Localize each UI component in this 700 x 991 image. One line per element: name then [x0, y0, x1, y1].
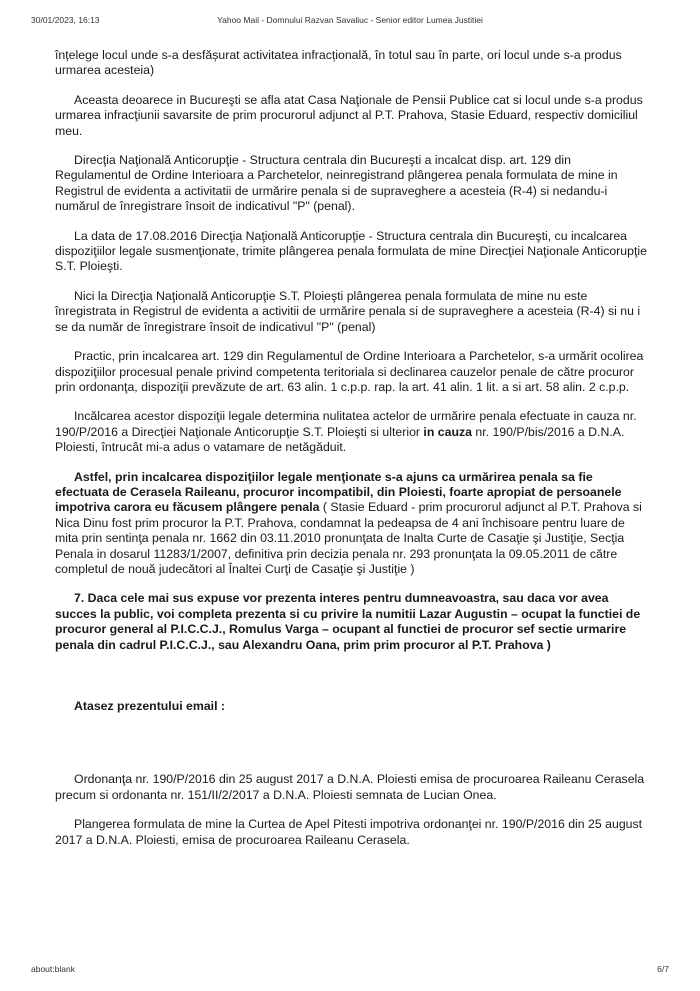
print-footer: [0, 964, 700, 978]
page-number: 6/7: [657, 964, 669, 974]
paragraph-4: La data de 17.08.2016 Direcţia Naţională Anticorupţie - Structura centrala din Bucureşti, cu incalcarea dispoziţiilor legale susmenţionate, trimite plângerea penala formulata de mine Direcţiei Naţionale Anticorupţie S.T. Ploieşti.: [55, 228, 647, 274]
paragraph-7-text-a: Incălcarea acestor dispoziţii legale determina nulitatea actelor de urmărire penala efectuate in cauza nr. 190/P/2016 a Direcţiei Naţionale Anticorupţie S.T. Ploieşti si ulterior: [55, 409, 637, 439]
paragraph-1: înțelege locul unde s-a desfășurat activitatea infracțională, în totul sau în parte, ori locul unde s-a produs urmarea acesteia): [55, 48, 622, 78]
paragraph-6: Practic, prin incalcarea art. 129 din Regulamentul de Ordine Interioara a Parchetelor, s-a urmărit ocolirea dispoziţiilor procesual penale privind competenta teritoriala si declinarea cauzelor penale de către procuror prin ordonanţa, dispoziţii prevăzute de art. 63 alin. 1 c.p.p. rap. la art. 41 alin. 1 lit. a si art. 58 alin. 2 c.p.p.: [55, 349, 644, 394]
paragraph-3: Direcţia Naţională Anticorupţie - Structura centrala din Bucureşti a incalcat disp. art. 129 din Regulamentul de Ordine Interioara a Parchetelor, neinregistrand plângerea penala formulata de mine in Registrul de evidenta a activitatii de urmărire penala si de supraveghere a acesteia (R-4) si nedandu-i numărul de înregistrare însoit de indicativul "P" (penal).: [55, 153, 618, 214]
paragraph-2: Aceasta deoarece in Bucureşti se afla atat Casa Naţionale de Pensii Publice cat si locul unde s-a produs urmarea infracţiunii savarsite de prim procurorul adjunct al P.T. Prahova, Stasie Eduard, respectiv domiciliul meu.: [55, 92, 643, 138]
attachment-1: Ordonanţa nr. 190/P/2016 din 25 august 2017 a D.N.A. Ploiesti emisa de procuroarea Raileanu Cerasela precum si ordonanta nr. 151/II/2/2017 a D.N.A. Ploiesti semnata de Lucian Onea.: [55, 772, 645, 802]
paragraph-7: [55, 409, 649, 455]
print-title: Yahoo Mail - Domnului Razvan Savaliuc - Senior editor Lumea Justitiei: [217, 15, 483, 25]
paragraph-8-bold: Astfel, prin incalcarea dispoziţiilor legale menţionate s-a ajuns ca urmărirea penala sa fie efectuata de Cerasela Raileanu, procuror incompatibil, din Ploiesti, foarte apropiat de persoanele impotriva carora eu făcusem plângere penala: [55, 469, 622, 515]
print-header: [0, 15, 700, 29]
paragraph-9: 7. Daca cele mai sus expuse vor prezenta interes pentru dumneavoastra, sau daca vor avea succes la public, voi completa prezenta si cu privire la numitii Lazar Augustin – ocupat la functiei de procuror general al P.I.C.C.J., Romulus Varga – ocupant al functiei de procuror sef sectie urmarire penala din cadrul P.I.C.C.J., sau Alexandru Oana, prim prim procuror al P.T. Prahova ): [55, 591, 641, 652]
paragraph-7-bold: in cauza: [423, 424, 472, 439]
attachment-2: Plangerea formulata de mine la Curtea de Apel Pitesti impotriva ordonanţei nr. 190/P/2016 din 25 august 2017 a D.N.A. Ploiesti, emisa de procuroarea Raileanu Cerasela.: [55, 817, 643, 847]
print-url: about:blank: [31, 964, 75, 974]
paragraph-7-text-b: nr. 190/P/bis/2016 a D.N.A. Ploiesti, întrucât mi-a adus o vatamare de netăgăduit.: [55, 424, 625, 455]
paragraph-8: [55, 470, 649, 578]
email-body: [55, 48, 649, 848]
paragraph-8-text: ( Stasie Eduard - prim procurorul adjunct al P.T. Prahova si Nica Dinu fost prim procuror la P.T. Prahova, condamnat la pedeapsa de 4 ani închisoare pentru luare de mita prin sentinţa penala nr. 1662 din 03.11.2010 pronunţata de Inalta Curte de Casaţie şi Justiţie, Secţia Penala in dosarul 11283/1/2007, definitiva prin decizia penala nr. 293 pronunţata la 09.05.2011 de către completul de nouă judecători al Înaltei Curţi de Casaţie şi Justiţie ): [55, 500, 642, 576]
attachments-heading: Atasez prezentului email :: [74, 699, 226, 713]
paragraph-5: Nici la Direcţia Naţională Anticorupţie S.T. Ploieşti plângerea penala formulata de mine nu este înregistrata in Registrul de evidenta a activitii de urmărire penala si de supraveghere a acesteia (R-4) si nu i se da număr de înregistrare însoit de indicativul "P" (penal): [55, 288, 641, 334]
print-date: 30/01/2023, 16:13: [31, 15, 100, 25]
